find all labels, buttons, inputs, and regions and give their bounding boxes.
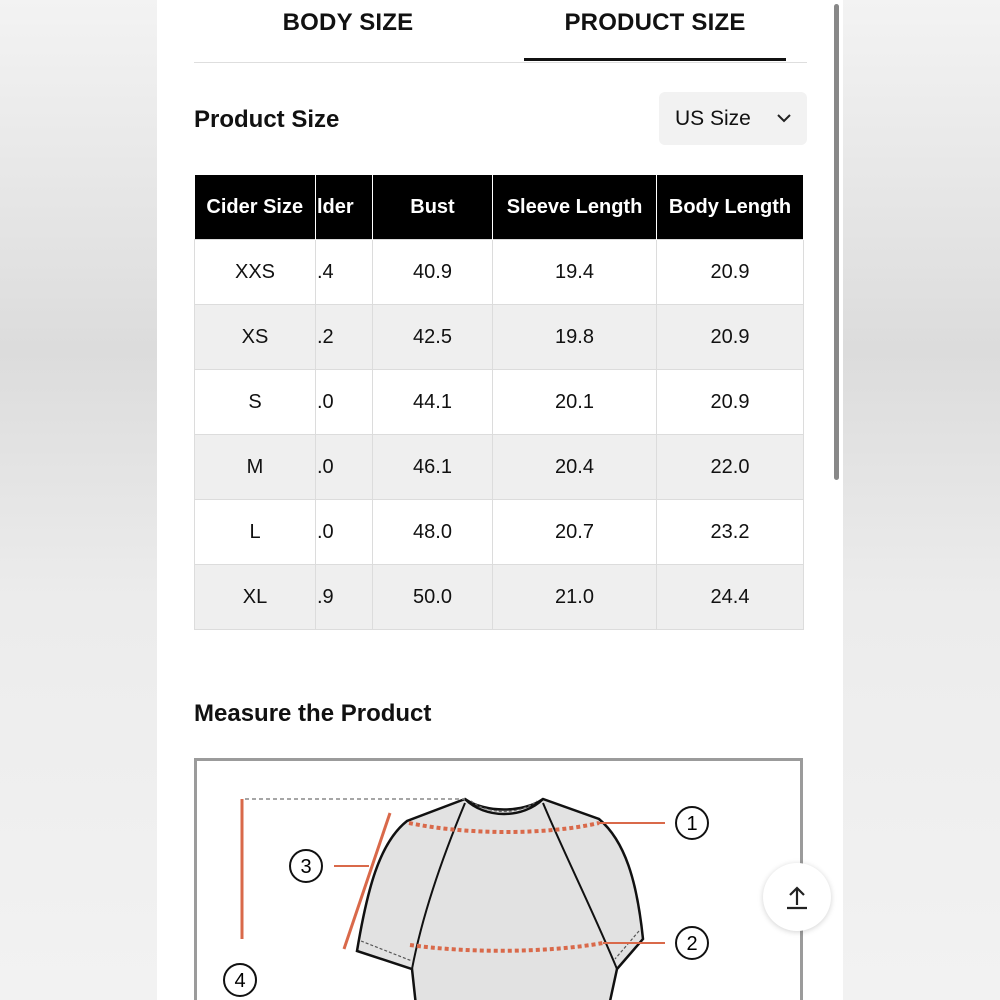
- table-row: [195, 370, 804, 435]
- measure-product-title: Measure the Product: [194, 700, 432, 727]
- header-bust: Bust: [373, 175, 493, 240]
- header-sleeve-length: Sleeve Length: [493, 175, 657, 240]
- measure-diagram: [194, 758, 803, 1000]
- table-row: [195, 305, 804, 370]
- table-header-row: [195, 175, 804, 240]
- tab-body-size[interactable]: BODY SIZE: [282, 9, 414, 36]
- marker-1-label: 1: [686, 813, 698, 835]
- shoulder-cell: .0: [316, 370, 373, 435]
- body-length-cell: 22.0: [657, 435, 804, 500]
- tshirt-diagram: [197, 761, 800, 1000]
- bust-cell: 46.1: [373, 435, 493, 500]
- size-unit-value: US Size: [675, 107, 751, 130]
- product-size-title: Product Size: [194, 106, 340, 133]
- shoulder-cell: .9: [316, 565, 373, 630]
- scroll-to-top-button[interactable]: [763, 863, 831, 931]
- table-row: [195, 565, 804, 630]
- sleeve-cell: 19.4: [493, 240, 657, 305]
- size-cell: M: [195, 435, 316, 500]
- body-length-cell: 23.2: [657, 500, 804, 565]
- sleeve-cell: 21.0: [493, 565, 657, 630]
- tab-product-size[interactable]: PRODUCT SIZE: [524, 0, 786, 61]
- bust-cell: 42.5: [373, 305, 493, 370]
- table-row: [195, 500, 804, 565]
- chevron-down-icon: [775, 92, 793, 165]
- body-length-cell: 20.9: [657, 240, 804, 305]
- body-length-cell: 20.9: [657, 305, 804, 370]
- header-body-length: Body Length: [657, 175, 804, 240]
- marker-2-label: 2: [686, 933, 698, 955]
- background-right: [843, 0, 1000, 1000]
- size-guide-panel: [157, 0, 843, 1000]
- size-unit-select[interactable]: [659, 92, 807, 145]
- header-cider-size: Cider Size: [195, 175, 316, 240]
- tshirt-outline: [357, 799, 643, 1000]
- size-cell: S: [195, 370, 316, 435]
- shoulder-cell: .0: [316, 435, 373, 500]
- table-row: [195, 435, 804, 500]
- bust-cell: 44.1: [373, 370, 493, 435]
- sleeve-cell: 20.4: [493, 435, 657, 500]
- arrow-up-icon: [763, 863, 831, 931]
- background-left: [0, 0, 157, 1000]
- sleeve-cell: 20.1: [493, 370, 657, 435]
- size-tabs: [194, 0, 807, 63]
- shoulder-cell: .2: [316, 305, 373, 370]
- marker-4-label: 4: [234, 970, 246, 992]
- body-length-cell: 20.9: [657, 370, 804, 435]
- sleeve-cell: 19.8: [493, 305, 657, 370]
- shoulder-cell: .4: [316, 240, 373, 305]
- product-size-table: [194, 175, 804, 630]
- scrollbar-thumb[interactable]: [834, 4, 839, 480]
- sleeve-cell: 20.7: [493, 500, 657, 565]
- bust-cell: 40.9: [373, 240, 493, 305]
- header-shoulder: lder: [316, 175, 373, 240]
- shoulder-cell: .0: [316, 500, 373, 565]
- bust-cell: 48.0: [373, 500, 493, 565]
- table-row: [195, 240, 804, 305]
- marker-3-label: 3: [300, 856, 312, 878]
- body-length-cell: 24.4: [657, 565, 804, 630]
- size-cell: XXS: [195, 240, 316, 305]
- size-cell: XL: [195, 565, 316, 630]
- size-cell: L: [195, 500, 316, 565]
- bust-cell: 50.0: [373, 565, 493, 630]
- size-cell: XS: [195, 305, 316, 370]
